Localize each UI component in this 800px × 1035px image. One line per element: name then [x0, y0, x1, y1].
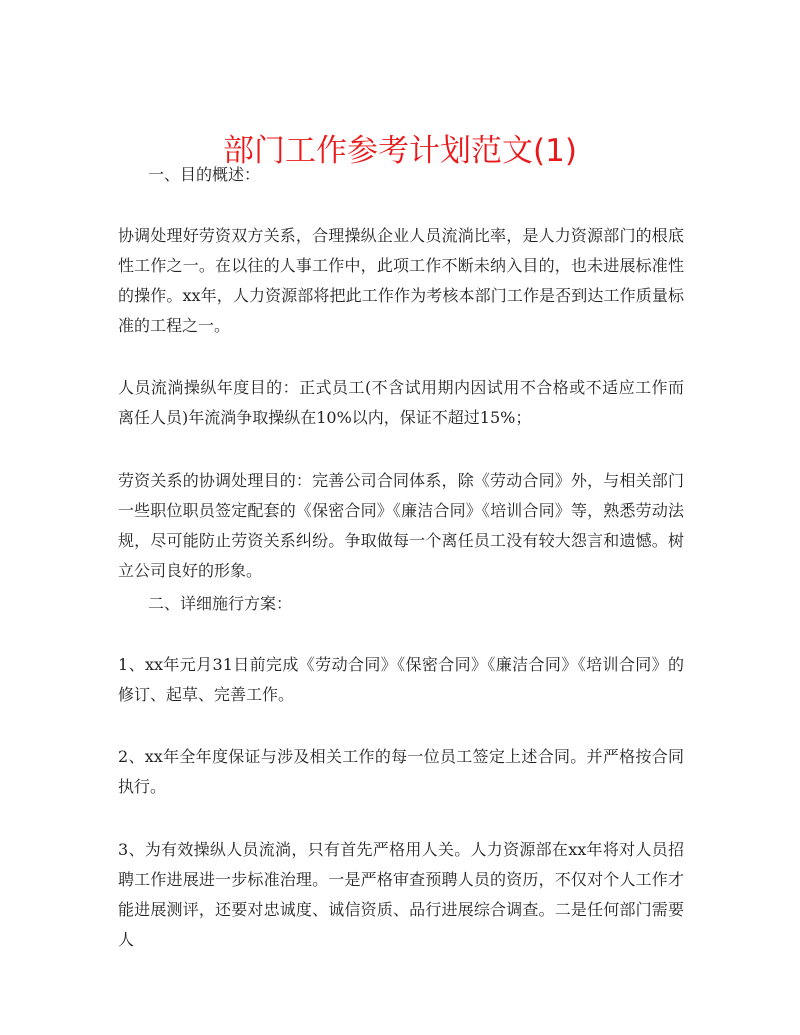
paragraph-labor-relations: 协调处理好劳资双方关系，合理操纵企业人员流淌比率，是人力资源部门的根底性工作之一。在以往的人事工作中，此项工作不断未纳入目的，也未进展标准性的操作。xx年，人力资源部将把此工作作为考核本部门工作是否到达工作质量标准的工程之一。	[118, 226, 684, 335]
list-item-2: 2、xx年全年度保证与涉及相关工作的每一位员工签定上述合同。并严格按合同执行。	[118, 747, 684, 796]
paragraph-contract-system: 劳资关系的协调处理目的：完善公司合同体系，除《劳动合同》外，与相关部门一些职位职员签定配套的《保密合同》《廉洁合同》《培训合同》等，熟悉劳动法规，尽可能防止劳资关系纠纷。争取做每一个离任员工没有较大怨言和遗憾。树立公司良好的形象。	[118, 471, 684, 580]
list-item-1: 1、xx年元月31日前完成《劳动合同》《保密合同》《廉洁合同》《培训合同》的修订、起草、完善工作。	[118, 655, 684, 704]
list-item-3: 3、为有效操纵人员流淌，只有首先严格用人关。人力资源部在xx年将对人员招聘工作进展进一步标准治理。一是严格审查预聘人员的资历，不仅对个人工作才能进展测评，还要对忠诚度、诚信资质、品行进展综合调查。二是任何部门需要人	[118, 840, 684, 949]
section-heading-plan: 二、详细施行方案：	[148, 594, 293, 613]
paragraph-turnover-goal: 人员流淌操纵年度目的：正式员工(不含试用期内因试用不合格或不适应工作而离任人员)年流淌争取操纵在10%以内，保证不超过15%；	[118, 378, 684, 427]
section-heading-goals: 一、目的概述：	[148, 165, 261, 184]
document-title: 部门工作参考计划范文(1)	[223, 132, 577, 169]
